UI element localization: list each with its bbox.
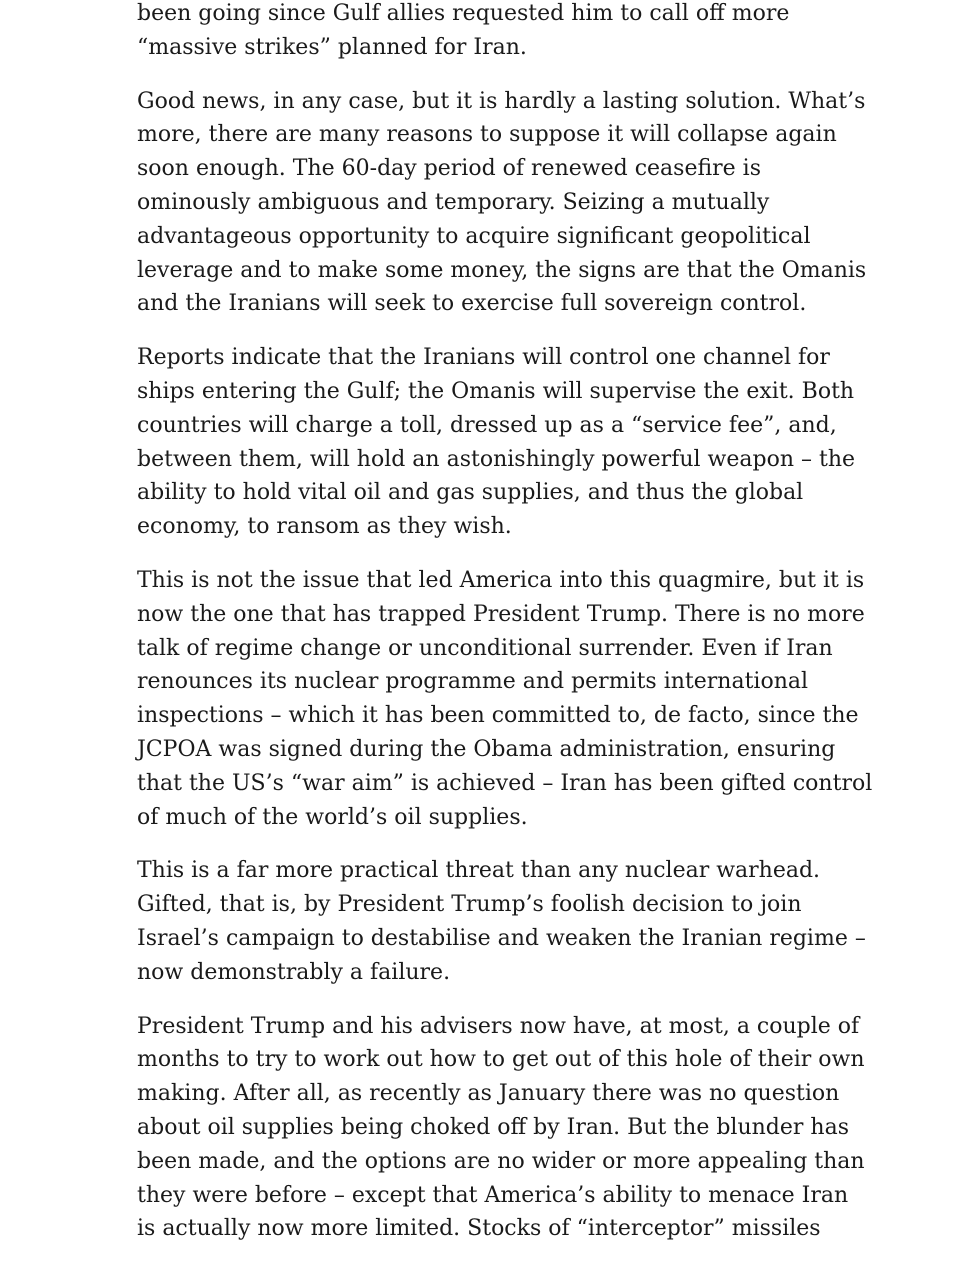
text-line: advantageous opportunity to acquire significant geopolitical — [137, 223, 811, 249]
text-line: renounces its nuclear programme and permits international — [137, 669, 809, 695]
paragraph-2 — [137, 85, 867, 322]
text-line: ships entering the Gulf; the Omanis will supervise the exit. Both — [137, 378, 855, 404]
text-line: is actually now more limited. Stocks of “interceptor” missiles — [137, 1216, 821, 1242]
text-line: Good news, in any case, but it is hardly a lasting solution. What’s — [137, 88, 866, 114]
text-line: now the one that has trapped President Trump. There is no more — [137, 601, 865, 627]
text-line: of much of the world’s oil supplies. — [137, 804, 528, 830]
text-line: soon enough. The 60-day period of renewed ceasefire is — [137, 156, 761, 182]
paragraph-1 — [137, 0, 837, 65]
text-line: Israel’s campaign to destabilise and weaken the Iranian regime – — [137, 925, 866, 951]
article-body — [137, 0, 873, 1266]
text-line: between them, will hold an astonishingly powerful weapon – the — [137, 446, 856, 472]
text-line: been made, and the options are no wider or more appealing than — [137, 1148, 865, 1174]
text-line: about oil supplies being choked off by Iran. But the blunder has — [137, 1114, 849, 1140]
text-line: leverage and to make some money, the signs are that the Omanis — [137, 257, 867, 283]
text-line: more, there are many reasons to suppose it will collapse again — [137, 122, 837, 148]
text-line: and the Iranians will seek to exercise full sovereign control. — [137, 291, 807, 317]
text-line: inspections – which it has been committed to, de facto, since the — [137, 703, 859, 729]
paragraph-4 — [137, 564, 873, 834]
text-line: “massive strikes” planned for Iran. — [137, 34, 527, 60]
text-line: countries will charge a toll, dressed up as a “service fee”, and, — [137, 412, 837, 438]
text-line: President Trump and his advisers now have, at most, a couple of — [137, 1013, 860, 1039]
text-line: ominously ambiguous and temporary. Seizing a mutually — [137, 189, 770, 215]
paragraph-5 — [137, 854, 866, 989]
text-line: months to try to work out how to get out of this hole of their own — [137, 1047, 865, 1073]
text-line: Gifted, that is, by President Trump’s foolish decision to join — [137, 892, 802, 918]
text-line: Reports indicate that the Iranians will control one channel for — [137, 345, 830, 371]
text-line: economy, to ransom as they wish. — [137, 514, 512, 540]
text-line: This is a far more practical threat than any nuclear warhead. — [137, 858, 821, 884]
paragraph-6 — [137, 1010, 865, 1247]
text-line: now demonstrably a failure. — [137, 959, 451, 985]
text-line: making. After all, as recently as January there was no question — [137, 1081, 840, 1107]
text-line: This is not the issue that led America into this quagmire, but it is — [137, 567, 865, 593]
paragraph-3 — [137, 341, 856, 544]
text-line: talk of regime change or unconditional surrender. Even if Iran — [137, 635, 833, 661]
text-line: that the US’s “war aim” is achieved – Iran has been gifted control — [137, 770, 873, 796]
text-line: JCPOA was signed during the Obama administration, ensuring — [137, 736, 836, 762]
text-line: ability to hold vital oil and gas supplies, and thus the global — [137, 480, 804, 506]
text-line: been going since Gulf allies requested him to call off more — [137, 1, 790, 26]
text-line: they were before – except that America’s ability to menace Iran — [137, 1182, 849, 1208]
